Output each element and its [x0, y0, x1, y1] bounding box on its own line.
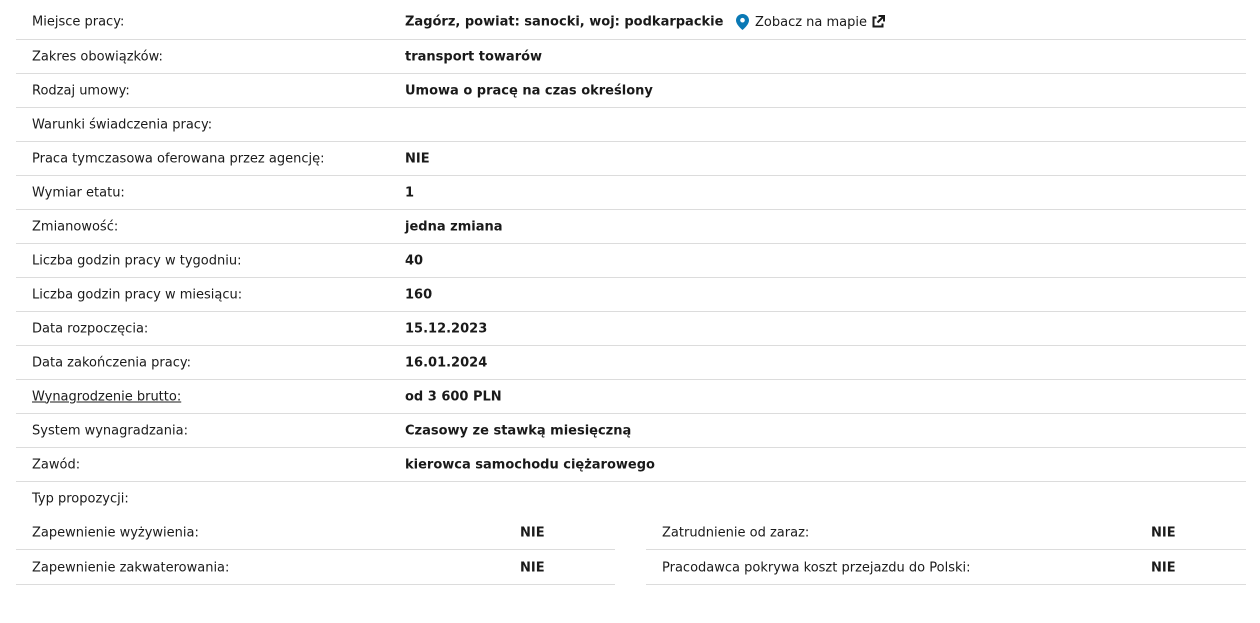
map-pin-icon [736, 14, 749, 30]
row-occupation [16, 448, 1246, 482]
row-label: System wynagradzania: [32, 423, 188, 438]
row-label: Miejsce pracy: [32, 14, 125, 30]
proposal-item [16, 516, 615, 550]
row-value: 16.01.2024 [405, 355, 488, 370]
proposal-item [646, 516, 1246, 550]
row-shifts [16, 210, 1246, 244]
proposal-item-value: NIE [1151, 525, 1176, 540]
row-value: od 3 600 PLN [405, 389, 502, 404]
row-value: 15.12.2023 [405, 321, 488, 336]
row-label: Praca tymczasowa oferowana przez agencję: [32, 151, 325, 166]
show-on-map-label: Zobacz na mapie [755, 14, 868, 30]
row-duties [16, 40, 1246, 74]
proposal-item-label: Zapewnienie wyżywienia: [32, 525, 199, 540]
row-label: Zakres obowiązków: [32, 49, 163, 64]
row-label: Wymiar etatu: [32, 185, 125, 200]
proposal-item-label: Zatrudnienie od zaraz: [662, 525, 810, 540]
proposal-item [646, 551, 1246, 585]
proposal-item-value: NIE [1151, 560, 1176, 575]
row-pay-system [16, 414, 1246, 448]
row-workplace [16, 5, 1246, 40]
job-offer-details [16, 5, 1246, 586]
row-value: NIE [405, 151, 430, 166]
row-contract-type [16, 74, 1246, 108]
row-value: 160 [405, 287, 433, 302]
row-label: Zawód: [32, 457, 81, 472]
row-label: Liczba godzin pracy w miesiącu: [32, 287, 243, 302]
row-value: Umowa o pracę na czas określony [405, 83, 653, 98]
row-gross-salary [16, 380, 1246, 414]
row-value: 1 [405, 185, 415, 200]
proposal-row [16, 516, 1246, 551]
row-hours-month [16, 278, 1246, 312]
show-on-map-link[interactable] [736, 14, 885, 30]
row-value: Czasowy ze stawką miesięczną [405, 423, 632, 438]
proposal-item-value: NIE [520, 525, 545, 540]
proposal-item-label: Zapewnienie zakwaterowania: [32, 560, 230, 575]
row-value: jedna zmiana [405, 219, 503, 234]
proposal-item-value: NIE [520, 560, 545, 575]
gross-salary-help-link[interactable]: Wynagrodzenie brutto: [32, 389, 182, 404]
row-work-conditions [16, 108, 1246, 142]
row-start-date [16, 312, 1246, 346]
row-label: Rodzaj umowy: [32, 83, 130, 98]
external-link-icon [871, 15, 885, 29]
row-temporary-agency [16, 142, 1246, 176]
row-label: Zmianowość: [32, 219, 119, 234]
row-value: 40 [405, 253, 424, 268]
proposal-type-heading-row [16, 482, 1246, 516]
proposal-item-label: Pracodawca pokrywa koszt przejazdu do Polski: [662, 560, 971, 575]
row-label: Data zakończenia pracy: [32, 355, 191, 370]
row-value: kierowca samochodu ciężarowego [405, 457, 655, 472]
row-hours-week [16, 244, 1246, 278]
row-label: Data rozpoczęcia: [32, 321, 149, 336]
row-end-date [16, 346, 1246, 380]
row-value: transport towarów [405, 49, 543, 64]
proposal-item [16, 551, 615, 585]
proposal-type-label: Typ propozycji: [32, 491, 129, 507]
row-value: Zagórz, powiat: sanocki, woj: podkarpackie [405, 14, 724, 30]
row-working-time [16, 176, 1246, 210]
row-label: Warunki świadczenia pracy: [32, 117, 213, 132]
proposal-row [16, 551, 1246, 586]
row-label: Liczba godzin pracy w tygodniu: [32, 253, 242, 268]
